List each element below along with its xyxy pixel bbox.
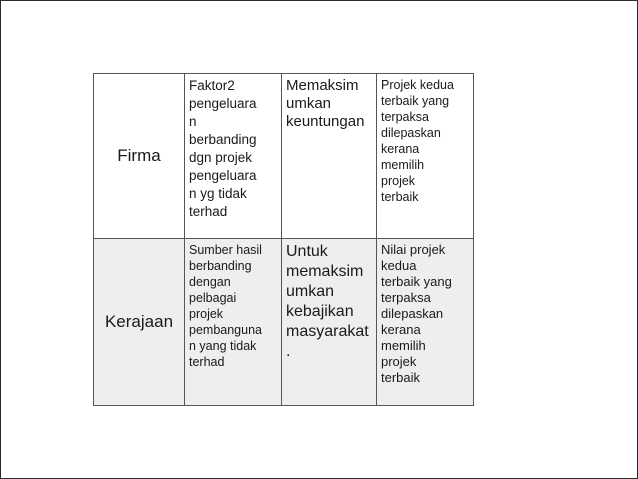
table-row-kerajaan: [94, 239, 474, 406]
opportunity-cost-cell-kerajaan: Nilai projek kedua terbaik yang terpaksa dilepaskan kerana memilih projek terbaik: [377, 239, 474, 406]
objective-cell-kerajaan: Untuk memaksim umkan kebajikan masyarakat .: [282, 239, 377, 406]
table-row-firma: [94, 74, 474, 239]
opportunity-cost-cell-firma: Projek kedua terbaik yang terpaksa dilepaskan kerana memilih projek terbaik: [377, 74, 474, 239]
comparison-table: [93, 73, 474, 406]
factor-cell-kerajaan: Sumber hasil berbanding dengan pelbagai projek pembanguna n yang tidak terhad: [185, 239, 282, 406]
row-label-kerajaan: Kerajaan: [94, 239, 185, 406]
row-label-firma: Firma: [94, 74, 185, 239]
objective-cell-firma: Memaksim umkan keuntungan: [282, 74, 377, 239]
factor-cell-firma: Faktor2 pengeluara n berbanding dgn projek pengeluara n yg tidak terhad: [185, 74, 282, 239]
